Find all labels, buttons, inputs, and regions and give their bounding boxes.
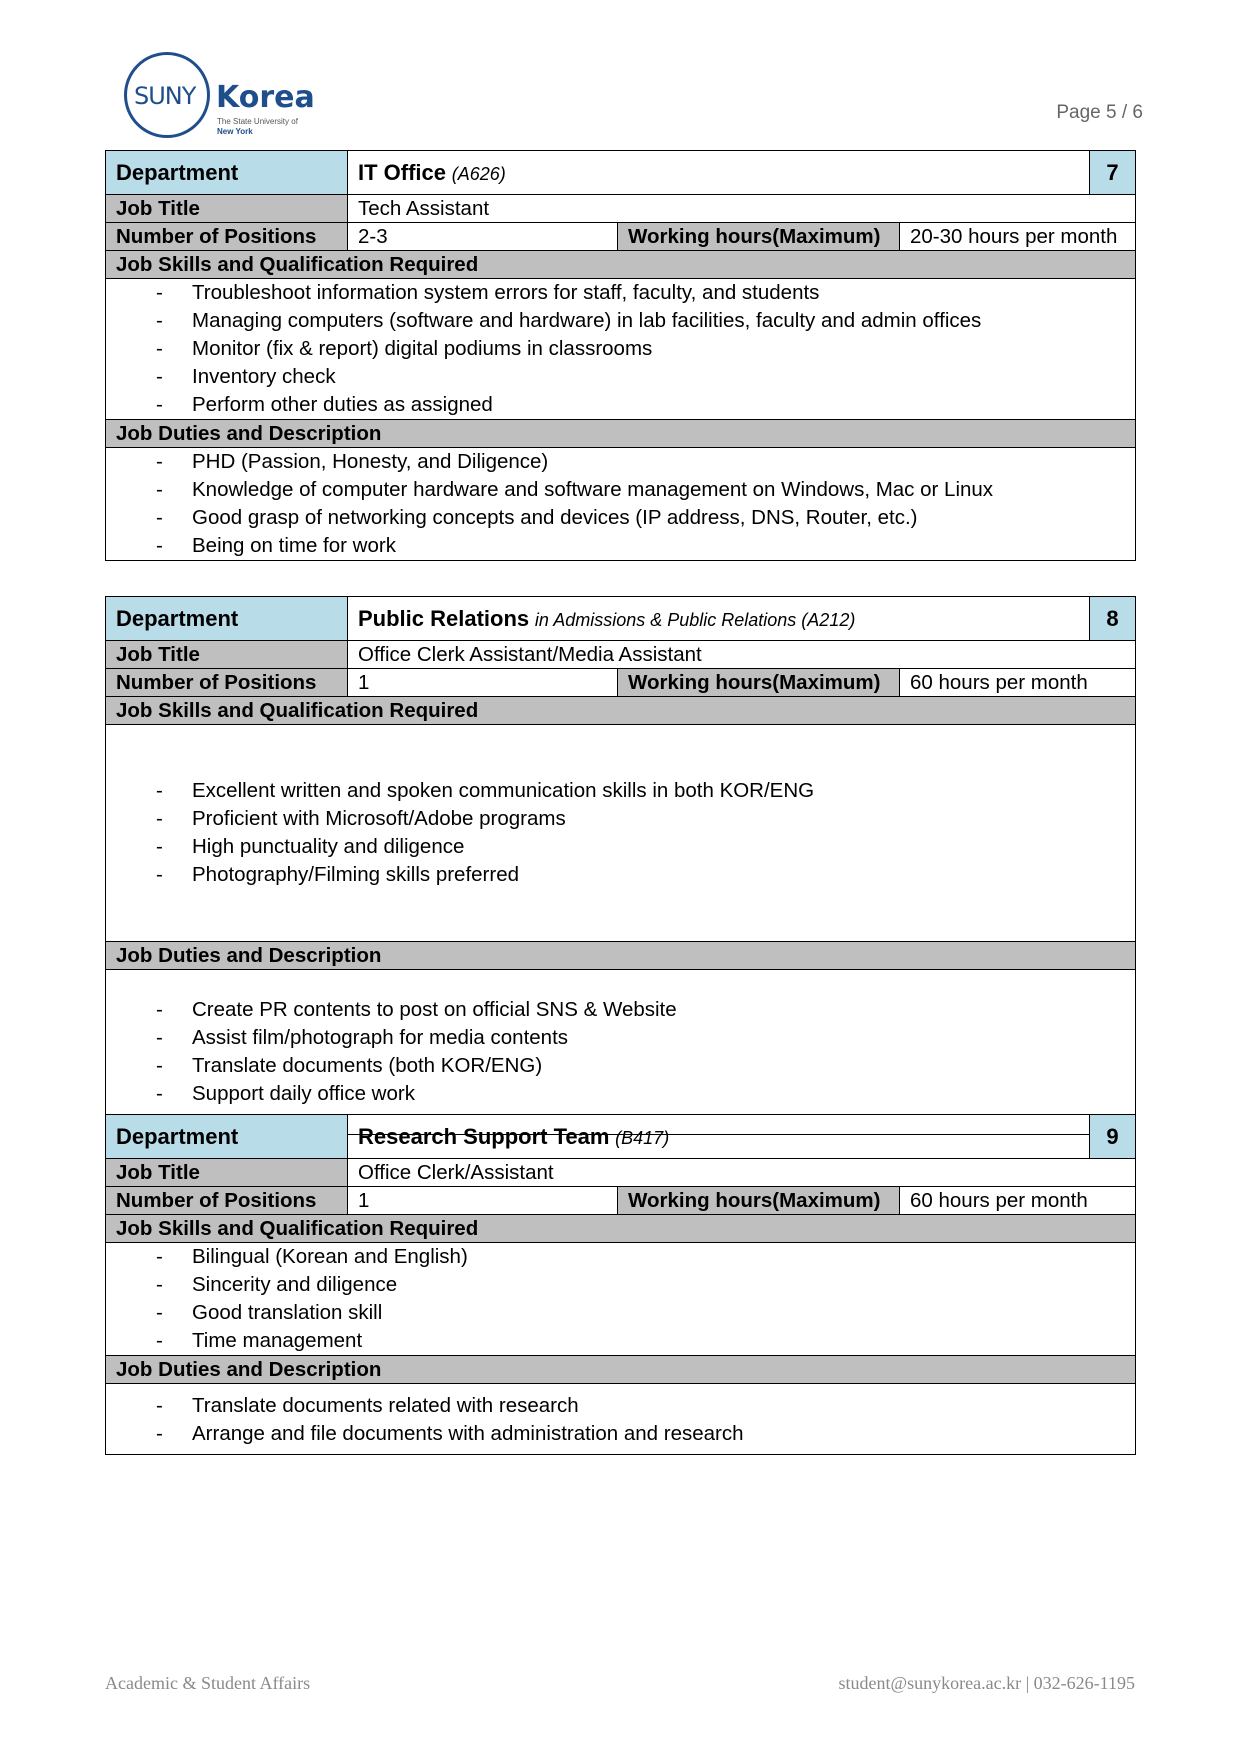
list-item: - Support daily office work	[106, 1080, 1135, 1108]
duties-label: Job Duties and Description	[106, 420, 1136, 448]
skills-label: Job Skills and Qualification Required	[106, 251, 1136, 279]
duties-list	[106, 970, 1136, 1135]
list-item: - Troubleshoot information system errors for staff, faculty, and students	[106, 279, 1135, 307]
skills-label: Job Skills and Qualification Required	[106, 697, 1136, 725]
hours-label: Working hours(Maximum)	[618, 223, 900, 251]
skills-list	[106, 1243, 1136, 1356]
skills-list	[106, 725, 1136, 942]
list-item: - Time management	[106, 1327, 1135, 1355]
list-item: - Monitor (fix & report) digital podiums in classrooms	[106, 335, 1135, 363]
logo-korea-text: Korea	[216, 80, 315, 115]
positions-value: 1	[348, 1187, 618, 1215]
positions-value: 2-3	[348, 223, 618, 251]
logo-subtitle-2: New York	[217, 127, 253, 136]
list-item: - Good translation skill	[106, 1299, 1135, 1327]
list-item: - PHD (Passion, Honesty, and Diligence)	[106, 448, 1135, 476]
duties-list	[106, 448, 1136, 561]
skills-label: Job Skills and Qualification Required	[106, 1215, 1136, 1243]
positions-value: 1	[348, 669, 618, 697]
list-item: - Inventory check	[106, 363, 1135, 391]
hours-value: 60 hours per month	[900, 669, 1136, 697]
list-item: - Translate documents (both KOR/ENG)	[106, 1052, 1135, 1080]
positions-label: Number of Positions	[106, 1187, 348, 1215]
job-table-9	[105, 1114, 1136, 1455]
list-item: - Bilingual (Korean and English)	[106, 1243, 1135, 1271]
positions-label: Number of Positions	[106, 669, 348, 697]
logo-subtitle: The State University of	[217, 117, 298, 126]
page-number: Page 5 / 6	[1056, 102, 1143, 123]
job-title-value: Office Clerk/Assistant	[348, 1159, 1136, 1187]
hours-label: Working hours(Maximum)	[618, 669, 900, 697]
list-item: - Excellent written and spoken communication skills in both KOR/ENG	[106, 777, 1135, 805]
hours-value: 20-30 hours per month	[900, 223, 1136, 251]
list-item: - Knowledge of computer hardware and software management on Windows, Mac or Linux	[106, 476, 1135, 504]
list-item: - Proficient with Microsoft/Adobe programs	[106, 805, 1135, 833]
list-item: - Good grasp of networking concepts and devices (IP address, DNS, Router, etc.)	[106, 504, 1135, 532]
job-title-value: Office Clerk Assistant/Media Assistant	[348, 641, 1136, 669]
list-item: - Assist film/photograph for media contents	[106, 1024, 1135, 1052]
department-name: IT Office (A626)	[348, 151, 1090, 195]
department-name: Research Support Team (B417)	[348, 1115, 1090, 1159]
duties-label: Job Duties and Description	[106, 1356, 1136, 1384]
list-item: - High punctuality and diligence	[106, 833, 1135, 861]
list-item: - Perform other duties as assigned	[106, 391, 1135, 419]
job-title-label: Job Title	[106, 1159, 348, 1187]
list-item: - Managing computers (software and hardware) in lab facilities, faculty and admin offices	[106, 307, 1135, 335]
department-label: Department	[106, 1115, 348, 1159]
department-label: Department	[106, 597, 348, 641]
duties-label: Job Duties and Description	[106, 942, 1136, 970]
list-item: - Sincerity and diligence	[106, 1271, 1135, 1299]
list-item: - Being on time for work	[106, 532, 1135, 560]
job-number: 9	[1090, 1115, 1136, 1159]
job-title-label: Job Title	[106, 641, 348, 669]
logo-suny-text: SUNY	[134, 82, 196, 110]
list-item: - Photography/Filming skills preferred	[106, 861, 1135, 889]
list-item: - Create PR contents to post on official SNS & Website	[106, 996, 1135, 1024]
job-title-label: Job Title	[106, 195, 348, 223]
positions-label: Number of Positions	[106, 223, 348, 251]
duties-list	[106, 1384, 1136, 1455]
job-number: 7	[1090, 151, 1136, 195]
department-label: Department	[106, 151, 348, 195]
list-item: - Arrange and file documents with administration and research	[106, 1420, 1135, 1448]
hours-value: 60 hours per month	[900, 1187, 1136, 1215]
job-title-value: Tech Assistant	[348, 195, 1136, 223]
skills-list	[106, 279, 1136, 420]
hours-label: Working hours(Maximum)	[618, 1187, 900, 1215]
department-name: Public Relations in Admissions & Public Relations (A212)	[348, 597, 1090, 641]
job-number: 8	[1090, 597, 1136, 641]
list-item: - Translate documents related with research	[106, 1392, 1135, 1420]
suny-korea-logo	[124, 52, 315, 142]
job-table-8	[105, 596, 1136, 1135]
footer-department: Academic & Student Affairs	[105, 1673, 311, 1693]
job-table-7	[105, 150, 1136, 561]
footer-contact: student@sunykorea.ac.kr | 032-626-1195	[838, 1673, 1135, 1693]
